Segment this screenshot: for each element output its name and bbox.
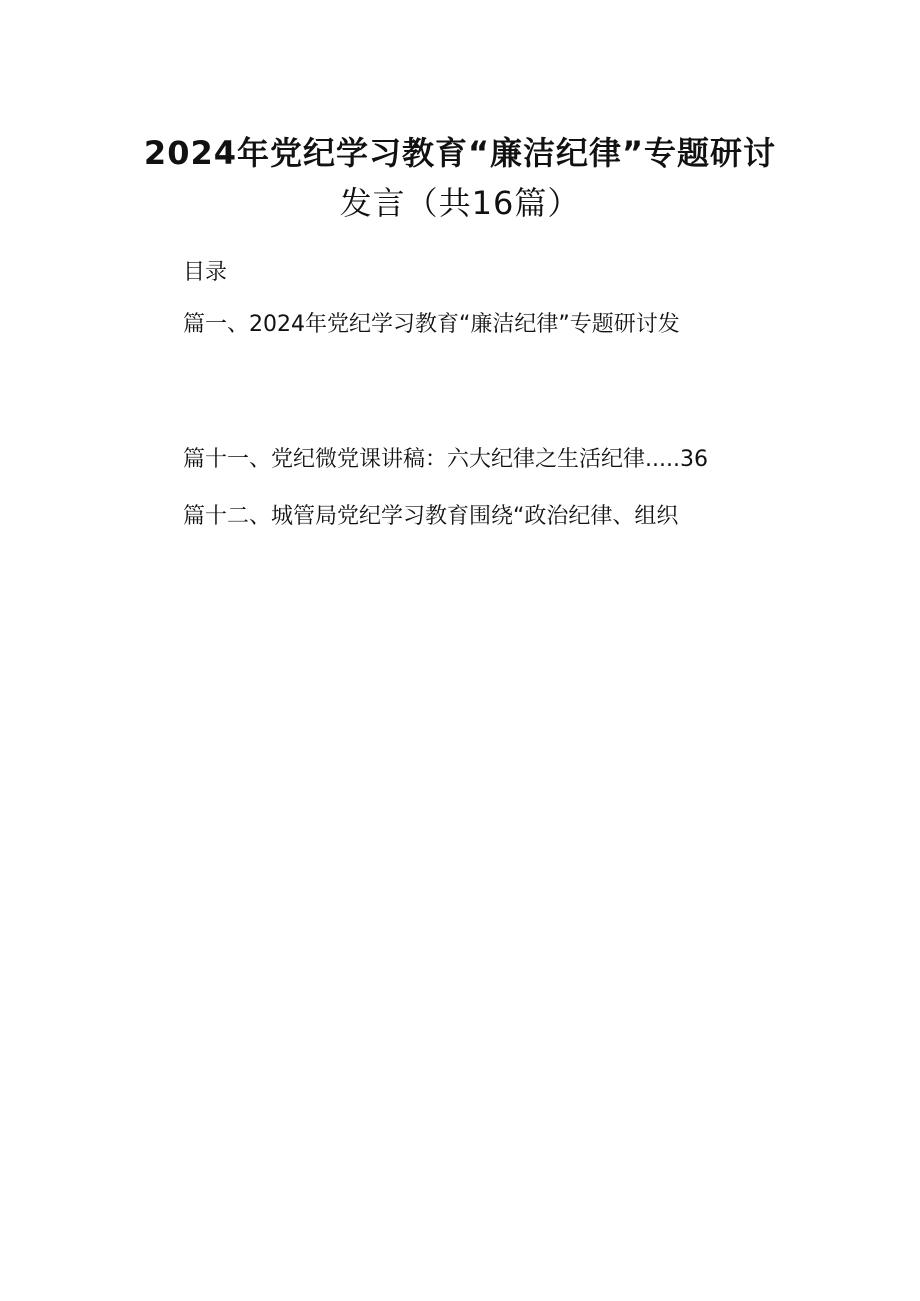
toc-item[interactable]: 篇十二、城管局党纪学习教育围绕“政治纪律、组织	[183, 504, 679, 529]
document-title-line-1: 2024年党纪学习教育“廉洁纪律”专题研讨	[143, 134, 777, 172]
document-title-line-2: 发言（共16篇）	[339, 184, 581, 222]
toc-heading: 目录	[183, 260, 228, 285]
toc-item[interactable]: 篇一、2024年党纪学习教育“廉洁纪律”专题研讨发	[183, 312, 680, 337]
toc-item[interactable]: 篇十一、党纪微党课讲稿：六大纪律之生活纪律.....36	[183, 447, 708, 472]
